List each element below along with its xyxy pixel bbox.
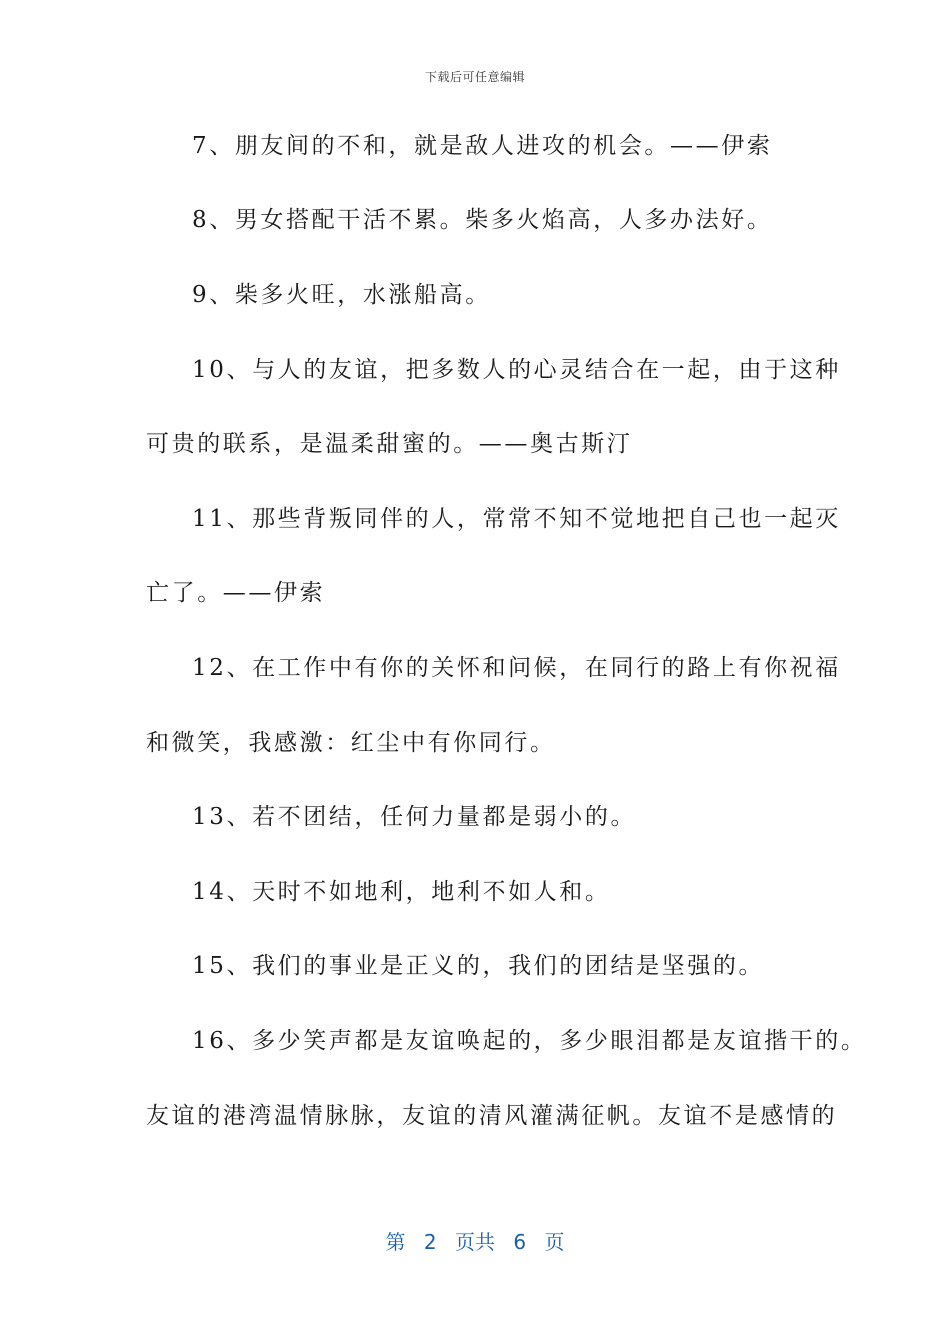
quote-line-8: 8、男女搭配干活不累。柴多火焰高，人多办法好。 xyxy=(192,207,773,233)
quote-line-16: 16、多少笑声都是友谊唤起的，多少眼泪都是友谊揩干的。 xyxy=(192,1028,867,1054)
quote-line-13: 13、若不团结，任何力量都是弱小的。 xyxy=(192,804,637,830)
quote-line-11: 11、那些背叛同伴的人，常常不知不觉地把自己也一起灭 xyxy=(192,506,841,532)
page-total: 6 xyxy=(513,1230,527,1254)
quote-line-14: 14、天时不如地利，地利不如人和。 xyxy=(192,879,611,905)
quote-line-12-cont: 和微笑，我感激：红尘中有你同行。 xyxy=(146,730,556,756)
page-suffix: 页 xyxy=(544,1230,565,1254)
quote-line-10-cont: 可贵的联系，是温柔甜蜜的。——奥古斯汀 xyxy=(146,431,633,457)
quote-line-12: 12、在工作中有你的关怀和问候，在同行的路上有你祝福 xyxy=(192,655,841,681)
page-footer xyxy=(0,1226,950,1255)
page-prefix: 第 xyxy=(385,1230,406,1254)
quote-line-7: 7、朋友间的不和，就是敌人进攻的机会。——伊索 xyxy=(192,133,773,159)
header-note: 下载后可任意编辑 xyxy=(424,70,525,84)
quote-line-11-cont: 亡了。——伊索 xyxy=(146,580,326,606)
page-middle: 页共 xyxy=(455,1230,495,1254)
quote-line-10: 10、与人的友谊，把多数人的心灵结合在一起，由于这种 xyxy=(192,357,841,383)
quote-line-9: 9、柴多火旺，水涨船高。 xyxy=(192,282,491,308)
quote-line-16-cont: 友谊的港湾温情脉脉，友谊的清风灌满征帆。友谊不是感情的 xyxy=(146,1103,838,1129)
quote-line-15: 15、我们的事业是正义的，我们的团结是坚强的。 xyxy=(192,953,765,979)
page-current: 2 xyxy=(423,1230,437,1254)
